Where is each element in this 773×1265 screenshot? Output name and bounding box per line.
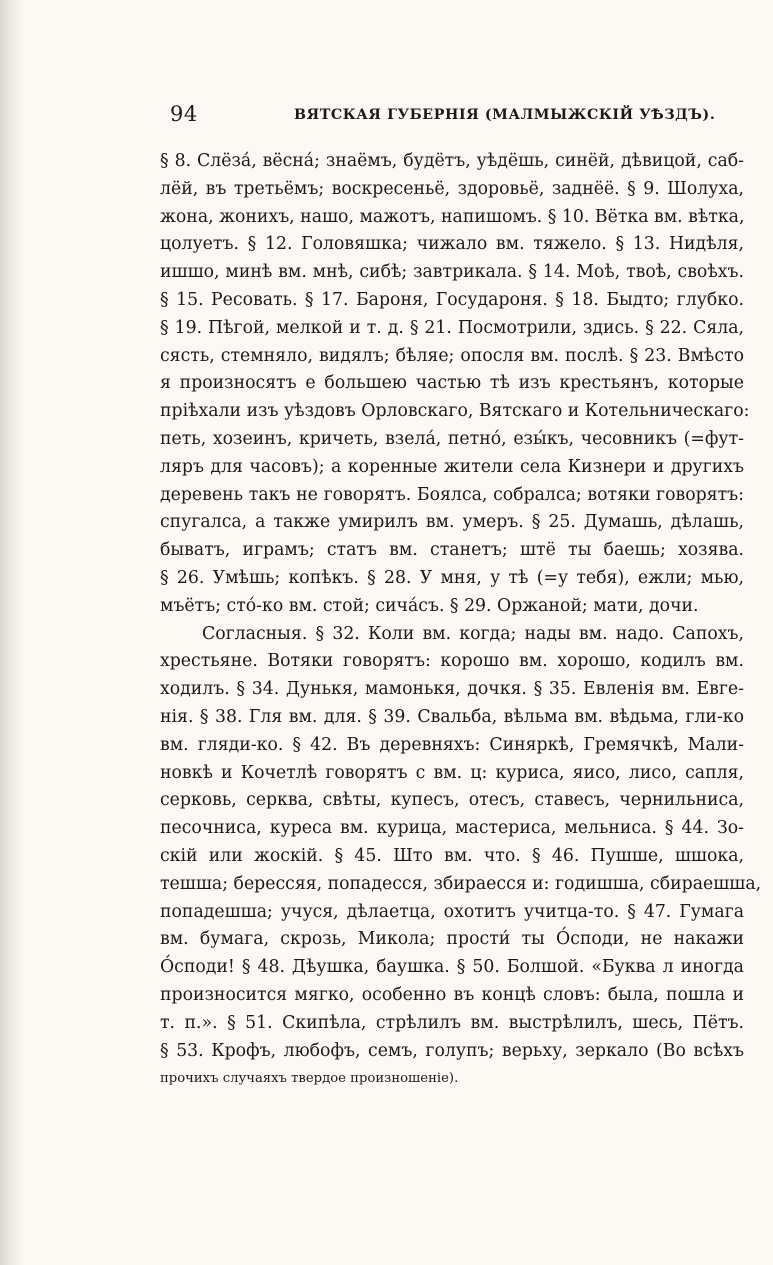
text-line: нія. § 38. Гля вм. для. § 39. Свальба, вѣльма вм. вѣдьма, гли-ко xyxy=(160,706,744,727)
text-line: пріѣхали изъ уѣздовъ Орловскаго, Вятскаго и Котельническаго: xyxy=(160,401,750,422)
text-line: ляръ для часовъ); а коренные жители села Кизнери и другихъ xyxy=(160,456,744,477)
text-line: цолуетъ. § 12. Головяшка; чижало вм. тяжело. § 13. Нидѣля, xyxy=(160,234,744,255)
text-line: песочниса, куреса вм. курица, мастериса, мельниса. § 44. Зо- xyxy=(160,818,744,839)
text-line: петь, хозеинъ, кричеть, взела́, петно́, езы́къ, чесовникъ (=фут- xyxy=(160,428,744,449)
text-line: я произносятъ е большею частью тѣ изъ крестьянъ, которые xyxy=(160,373,744,394)
page-number: 94 xyxy=(170,102,198,126)
page-gutter-shadow xyxy=(0,0,24,1265)
page-body-text xyxy=(160,148,762,1093)
text-line: скій или жоскій. § 45. Што вм. что. § 46. Пушше, шшока, xyxy=(160,845,744,866)
text-line: лёй, въ третьёмъ; воскресеньё, здоровьё, заднёё. § 9. Шолуха, xyxy=(160,178,744,199)
paragraph-start-line: Согласныя. § 32. Коли вм. когда; нады вм. надо. Сапохъ, xyxy=(202,623,744,644)
text-line: деревень такъ не говорятъ. Боялса, собралса; вотяки говорятъ: xyxy=(160,484,744,505)
text-line: вм. гляди-ко. § 42. Въ деревняхъ: Синяркѣ, Гремячкѣ, Мали- xyxy=(160,734,744,755)
text-line: сясть, стемняло, видялъ; бѣляе; опосля вм. послѣ. § 23. Вмѣсто xyxy=(160,345,744,366)
text-line: О́споди! § 48. Дѣушка, баушка. § 50. Болшой. «Буква л иногда xyxy=(160,957,744,978)
text-line: хрестьяне. Вотяки говорятъ: корошо вм. хорошо, кодилъ вм. xyxy=(160,651,744,672)
text-line: тешша; берессяя, попадесся, збираесся и: годишша, сбираешша, xyxy=(160,873,762,894)
text-line: ишшо, минѣ вм. мнѣ, сибѣ; завтрикала. § 14. Моѣ, твоѣ, своѣхъ. xyxy=(160,262,744,283)
text-line: § 53. Крофъ, любофъ, семъ, голупъ; верьху, зеркало (Во всѣхъ xyxy=(160,1040,744,1061)
page-header xyxy=(162,100,742,134)
running-title: ВЯТСКАЯ ГУБЕРНІЯ (МАЛМЫЖСКІЙ УѢЗДЪ). xyxy=(294,107,716,123)
text-line: попадешша; учуся, дѣлаетца, охотитъ учитца-то. § 47. Гумага xyxy=(160,901,744,922)
text-line-final: прочихъ случаяхъ твердое произношеніе). xyxy=(160,1071,459,1087)
text-line: быватъ, играмъ; статъ вм. станетъ; штё ты баешь; хозява. xyxy=(160,540,744,561)
text-line: жона, жонихъ, нашо, мажотъ, напишомъ. § 10. Вётка вм. вѣтка, xyxy=(160,206,745,227)
text-line: спугалса, а также умирилъ вм. умеръ. § 25. Думашь, дѣлашь, xyxy=(160,512,744,533)
text-line: серковь, серква, свѣты, купесъ, отесъ, ставесъ, чернильниса, xyxy=(160,790,744,811)
text-line: § 15. Ресовать. § 17. Бароня, Государоня. § 18. Быдто; глубко. xyxy=(160,289,744,310)
text-line: § 8. Слёза́, вёсна́; знаёмъ, будётъ, уѣдёшь, синёй, дѣвицой, саб- xyxy=(160,151,744,171)
text-line: произносится мягко, особенно въ концѣ словъ: была, пошла и xyxy=(160,984,744,1005)
text-line: т. п.». § 51. Скипѣла, стрѣлилъ вм. выстрѣлилъ, шесь, Пётъ. xyxy=(160,1012,744,1033)
text-line: мъётъ; сто́-ко вм. стой; сича́съ. § 29. Оржаной; мати, дочи. xyxy=(160,595,699,616)
text-line: § 19. Пѣгой, мелкой и т. д. § 21. Посмотрили, здись. § 22. Сяла, xyxy=(160,317,744,338)
text-line: ходилъ. § 34. Дунькя, мамонькя, дочкя. § 35. Евленія вм. Евге- xyxy=(160,679,744,700)
text-line: новкѣ и Кочетлѣ говорятъ с вм. ц: куриса, яисо, лисо, сапля, xyxy=(160,762,744,783)
text-line: вм. бумага, скрозь, Микола; прости́ ты О́споди, не накажи xyxy=(160,929,744,950)
text-line: § 26. Умѣшь; копѣкъ. § 28. У мня, у тѣ (=у тебя), ежли; мью, xyxy=(160,567,744,588)
